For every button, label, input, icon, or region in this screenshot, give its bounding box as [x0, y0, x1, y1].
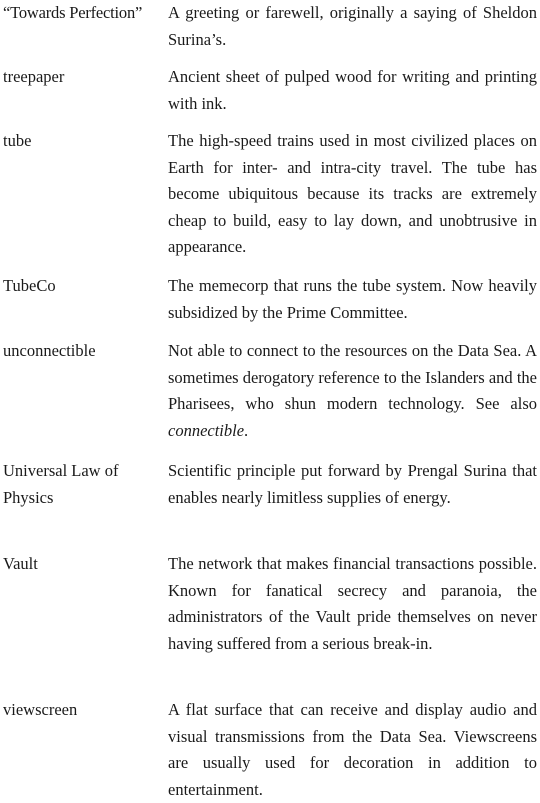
glossary-definition: The network that makes financial transactions possible. Known for fanatical secrecy and paranoia, the administrators of the Vault pride themselves on never having suffered from a serious break-in. [168, 554, 537, 653]
glossary-definition: The memecorp that runs the tube system. Now heavily subsidized by the Prime Committee. [168, 276, 537, 322]
glossary-term: unconnectible [3, 341, 96, 360]
glossary-definition: Ancient sheet of pulped wood for writing and printing with ink. [168, 67, 537, 113]
glossary-term: tube [3, 131, 32, 150]
glossary-term: Universal Law of Physics [3, 461, 119, 507]
definition-text: Not able to connect to the resources on the Data Sea. A sometimes derogatory reference to the Islanders and the Pharisees, who shun modern technology. See also [168, 341, 537, 413]
cross-reference: connectible [168, 420, 245, 440]
glossary-term: TubeCo [3, 276, 56, 295]
glossary-definition: A flat surface that can receive and display audio and visual transmissions from the Data Sea. Viewscreens are usually used for decoration in addition to entertainment. [168, 700, 537, 799]
glossary-term: viewscreen [3, 700, 78, 719]
glossary-definition: The high-speed trains used in most civilized places on Earth for inter- and intra-city travel. The tube has become ubiquitous because its tracks are extremely cheap to build, easy to lay down, and unobtrusive in appearance. [168, 131, 537, 256]
definition-tail: . [244, 420, 249, 440]
glossary-definition [168, 338, 537, 444]
glossary-term: treepaper [3, 67, 65, 86]
glossary-definition: A greeting or farewell, originally a saying of Sheldon Surina’s. [168, 3, 537, 49]
glossary-term: Vault [3, 554, 38, 573]
glossary-term: “Towards Perfection” [3, 3, 143, 22]
glossary-definition: Scientific principle put forward by Prengal Surina that enables nearly limitless supplies of energy. [168, 461, 537, 507]
